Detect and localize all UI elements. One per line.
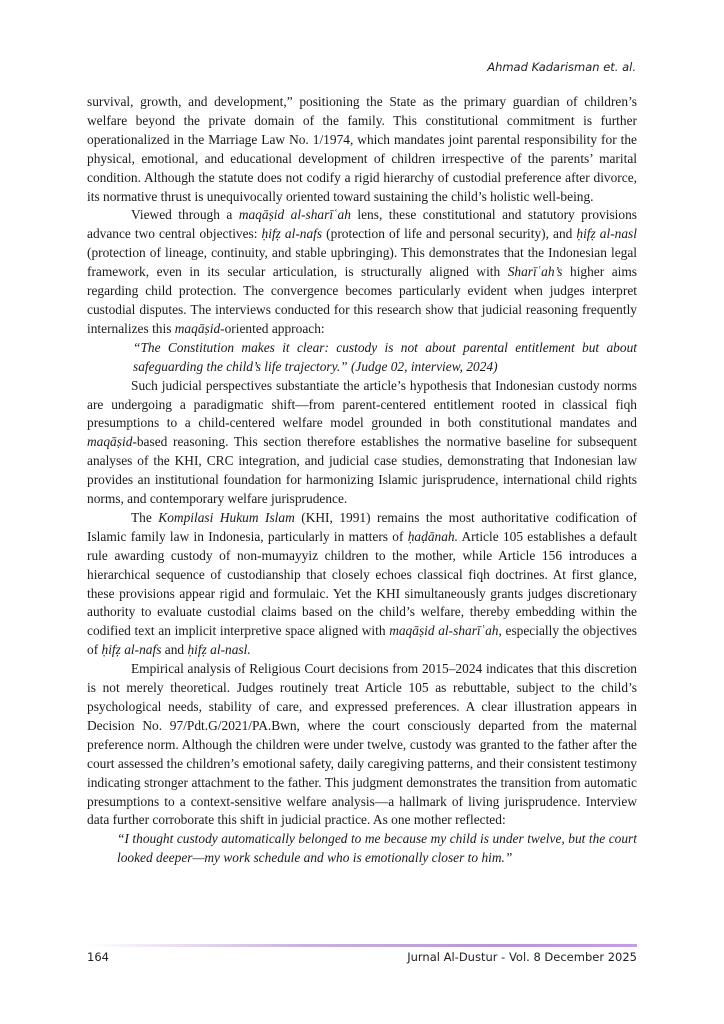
text-run: (KHI, 1991) remains the most authoritative codification of Islamic family law in Indonesia, particularly in matters of (87, 509, 637, 544)
body-text (87, 93, 637, 868)
footer-rule (87, 944, 637, 947)
italic-term: ḥifẓ al-nasl. (187, 642, 251, 658)
paragraph-3 (87, 377, 637, 509)
text-run: -based reasoning. This section therefore establishes the normative baseline for subsequent analyses of the KHI, CRC integration, and judicial case studies, demonstrating that Indonesian law provides an institutional foundation for harmonizing Islamic jurisprudence, international child rights norms, and contemporary welfare jurisprudence. (87, 434, 637, 507)
journal-citation: Jurnal Al-Dustur - Vol. 8 December 2025 (407, 950, 637, 964)
italic-term: maqāṣid (87, 434, 133, 450)
running-head: Ahmad Kadarisman et. al. (487, 60, 636, 74)
text-run: higher aims regarding child protection. The convergence becomes particularly evident when judges interpret custodial disputes. The interviews conducted for this research show that judicial reasoning frequently internalizes this (87, 264, 637, 336)
text-run: (protection of life and personal security), and (322, 226, 577, 242)
text-run: Article 105 establishes a default rule awarding custody of non-mumayyiz children to the mother, while Article 156 introduces a hierarchical sequence of custodianship that closely echoes classical fiqh doctrines. At first glance, these provisions appear rigid and formulaic. Yet the KHI simultaneously grants judges discretionary authority to evaluate custodial claims based on the child’s welfare, thereby embedding within the codified text an implicit interpretive space aligned with (87, 528, 637, 639)
paragraph-4 (87, 509, 637, 660)
text-run: The (131, 509, 159, 525)
italic-term: ḥaḍānah. (407, 528, 458, 544)
paragraph-1: survival, growth, and development,” positioning the State as the primary guardian of children’s welfare beyond the private domain of the family. This constitutional commitment is further operationalized in the Marriage Law No. 1/1974, which mandates joint parental responsibility for the physical, emotional, and educational development of children irrespective of the parents’ marital condition. Although the statute does not codify a rigid hierarchy of custodial preference after divorce, its normative thrust is unequivocally oriented toward sustaining the child’s holistic well-being. (87, 94, 637, 204)
text-run: lens, these constitutional and statutory provisions advance two central objectives: (87, 207, 637, 242)
italic-term: maqāṣid al-sharīʿah (389, 623, 499, 639)
page-footer (87, 950, 637, 964)
text-run: and (161, 642, 188, 658)
italic-term: Kompilasi Hukum Islam (158, 509, 295, 525)
paragraph-5: Empirical analysis of Religious Court decisions from 2015–2024 indicates that this discretion is not merely theoretical. Judges routinely treat Article 105 as rebuttable, subject to the child’s psychological needs, stability of care, and expressed preferences. A clear illustration appears in Decision No. 97/Pdt.G/2021/PA.Bwn, where the court consciously departed from the maternal preference norm. Although the children were under twelve, custody was granted to the father after the court assessed the children’s emotional safety, daily caregiving patterns, and their consistent testimony indicating stronger attachment to the father. This judgment demonstrates the transition from automatic presumptions to a context-sensitive welfare analysis—a hallmark of living jurisprudence. Interview data further corroborate this shift in judicial practice. As one mother reflected: (87, 661, 637, 828)
italic-term: ḥifẓ al-nafs (101, 642, 162, 658)
italic-term: maqāṣid (174, 320, 221, 336)
text-run: Such judicial perspectives substantiate the article’s hypothesis that Indonesian custody norms are undergoing a paradigmatic shift—from parent-centered entitlement rooted in classical fiqh presumptions to a child-centered welfare model grounded in both constitutional mandates and (87, 377, 637, 431)
block-quote-mother: “I thought custody automatically belonged to me because my child is under twelve, but the court looked deeper—my work schedule and who is emotionally closer to him.” (117, 831, 637, 866)
italic-term: ḥifẓ al-nafs (261, 226, 323, 242)
paragraph-2 (87, 206, 637, 338)
block-quote-judge: “The Constitution makes it clear: custody is not about parental entitlement but about safeguarding the child’s life trajectory.” (Judge 02, interview, 2024) (133, 339, 637, 374)
italic-term: Sharīʿah’s (507, 264, 563, 280)
italic-term: ḥifẓ al-nasl (576, 226, 637, 242)
text-run: Viewed through a (131, 207, 239, 223)
text-run: (protection of lineage, continuity, and stable upbringing). This demonstrates that the Indonesian legal framework, even in its secular articulation, is structurally aligned with (87, 245, 637, 280)
italic-term: maqāṣid al-sharīʿah (238, 207, 351, 223)
text-run: , especially the objectives of (87, 623, 638, 658)
page-number: 164 (87, 950, 109, 964)
text-run: -oriented approach: (220, 320, 325, 336)
